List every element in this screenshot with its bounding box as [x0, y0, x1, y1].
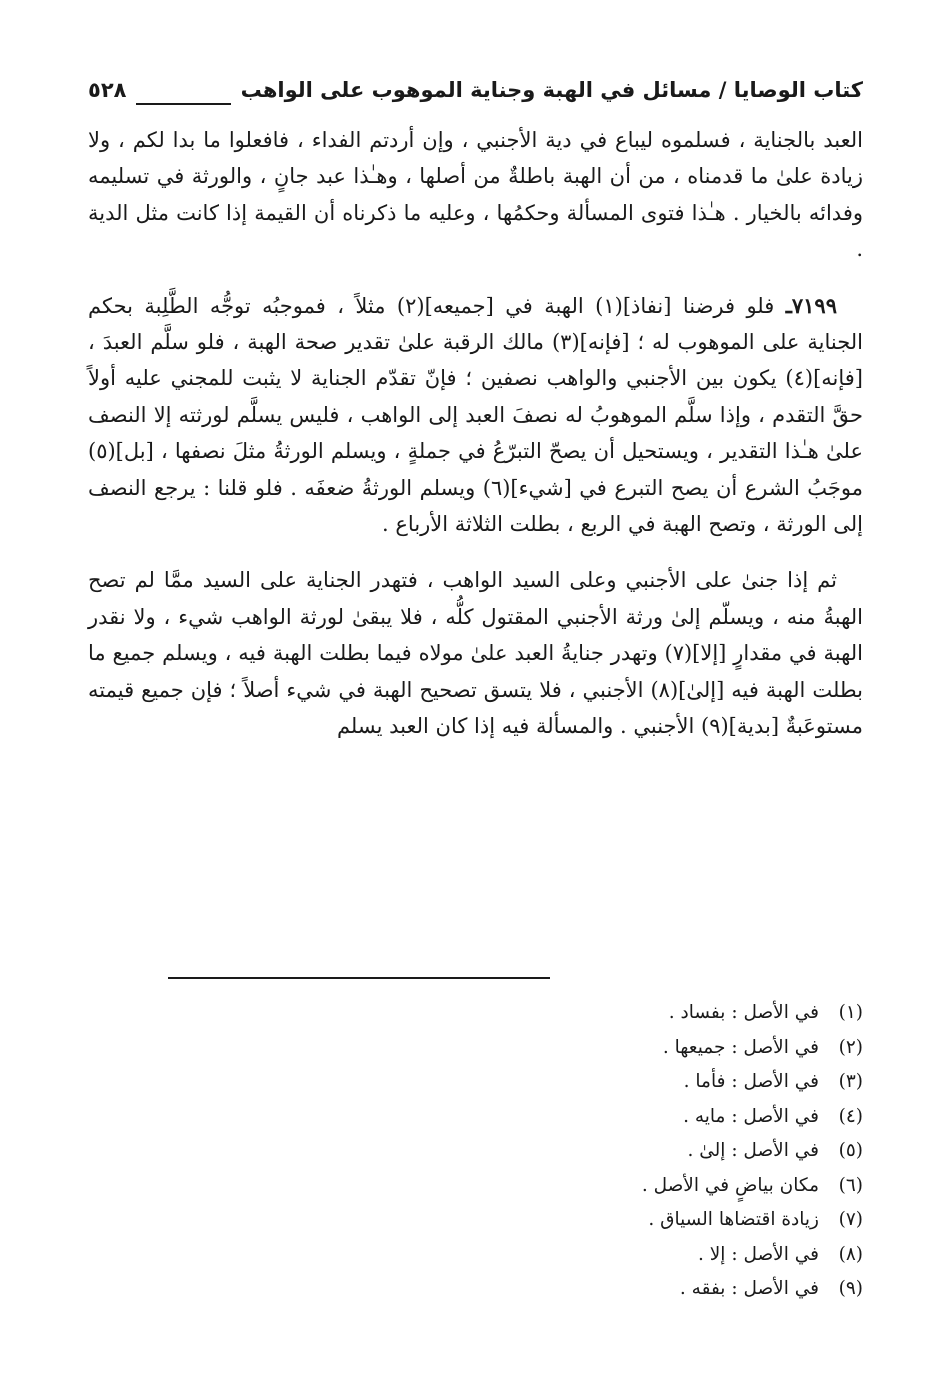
footnote-text: في الأصل : مايه . — [683, 1105, 819, 1127]
footnote — [88, 1031, 863, 1066]
footnote-number: (٥) — [838, 1140, 863, 1161]
footnote-number: (٨) — [838, 1243, 863, 1265]
footnote — [88, 1134, 863, 1169]
main-text — [88, 122, 863, 745]
footnote-text: في الأصل : بفساد . — [668, 1002, 819, 1023]
footnote — [88, 1203, 863, 1238]
footnote-text: في الأصل : إلا . — [698, 1243, 819, 1265]
book-page — [88, 78, 863, 1368]
paragraph-text: العبد بالجناية ، فسلموه ليباع في دية الأجنبي ، وإن أردتم الفداء ، فافعلوا ما بدا لكم ، ولا زيادة علىٰ ما قدمناه ، من أن الهبة باطلةٌ من أصلها ، وهـٰذا عبد جانٍ ، والورثة في تسليمه وفدائه بالخيار . هـٰذا فتوى المسألة وحكمُها ، وعليه ما ذكرناه أن القيمة إذا كانت مثل الدية . — [88, 128, 863, 262]
chapter-title: كتاب الوصايا / مسائل في الهبة وجناية الموهوب على الواهب — [240, 78, 863, 102]
footnote-number: (١) — [838, 1002, 863, 1023]
footnotes-list — [88, 996, 863, 1307]
footnote — [88, 1272, 863, 1307]
paragraph-number: ٧١٩٩ـ — [785, 292, 837, 318]
footnote — [88, 1238, 863, 1273]
footnote-separator — [168, 977, 550, 979]
footnote-number: (٢) — [838, 1036, 863, 1058]
footnote-number: (٦) — [838, 1174, 863, 1196]
footnote-text: في الأصل : بفقه . — [679, 1278, 819, 1299]
footnote-text: زيادة اقتضاها السياق . — [648, 1209, 819, 1230]
page-number: ٥٢٨ — [88, 78, 127, 102]
footnote-number: (٣) — [838, 1071, 863, 1092]
paragraph-text: ثم إذا جنىٰ على الأجنبي وعلى السيد الواهب ، فتهدر الجناية على السيد ممَّا لم تصح الهبةُ منه ، ويسلّم إلىٰ ورثة الأجنبي المقتول كلُّه ، فلا يبقىٰ لورثة الواهب شيء ، ولا نقدر الهبة في مقدارٍ [إلا](٧) وتهدر جنايةُ العبد علىٰ مولاه فيما بطلت الهبة فيه ، ويسلم جميع ما بطلت الهبة فيه [إلىٰ](٨) الأجنبي ، فلا يتسق تصحيح الهبة في شيء أصلاً ؛ فإن جميع قيمته مستوعَبةٌ [بدية](٩) الأجنبي . والمسألة فيه إذا كان العبد يسلم — [88, 568, 863, 739]
footnote-text: في الأصل : إلىٰ . — [687, 1140, 819, 1161]
footnote — [88, 1169, 863, 1204]
footnote-number: (٤) — [838, 1105, 863, 1127]
footnote-text: في الأصل : جميعها . — [662, 1036, 819, 1058]
paragraph — [88, 288, 863, 543]
footnote — [88, 1065, 863, 1100]
footnote-number: (٧) — [838, 1209, 863, 1230]
running-header — [88, 78, 863, 122]
footnote — [88, 996, 863, 1031]
footnote-text: مكان بياضٍ في الأصل . — [641, 1174, 819, 1196]
paragraph-text: فلو فرضنا [نفاذ](١) الهبة في [جميعه](٢) مثلاً ، فموجبُه توجُّه الطَّلِبة بحكم الجناية على الموهوب له ؛ [فإنه](٣) مالك الرقبة علىٰ تقدير صحة الهبة ، فلو سلَّم العبدَ ، [فإنه](٤) يكون بين الأجنبي والواهب نصفين ؛ فإنّ تقدّم الجناية لا يثبت للمجني عليه أولاً حقَّ التقدم ، وإذا سلَّم الموهوبُ له نصفَ العبد إلى الواهب ، فليس يسلَّم لورثته إلا النصف علىٰ هـٰذا التقدير ، ويستحيل أن يصحّ التبرّعُ في جملةٍ ، ويسلم الورثةُ مثلَ نصفها ، [بل](٥) موجَبُ الشرع أن يصح التبرع في [شيء](٦) ويسلم الورثةُ ضعفَه . فلو قلنا : يرجع النصف إلى الورثة ، وتصح الهبة في الربع ، بطلت الثلاثة الأرباع . — [88, 293, 864, 537]
paragraph — [88, 562, 863, 744]
footnote — [88, 1100, 863, 1135]
header-rule — [136, 103, 230, 105]
footnote-text: في الأصل : فأما . — [683, 1071, 819, 1092]
footnote-number: (٩) — [838, 1278, 863, 1299]
paragraph — [88, 122, 863, 268]
